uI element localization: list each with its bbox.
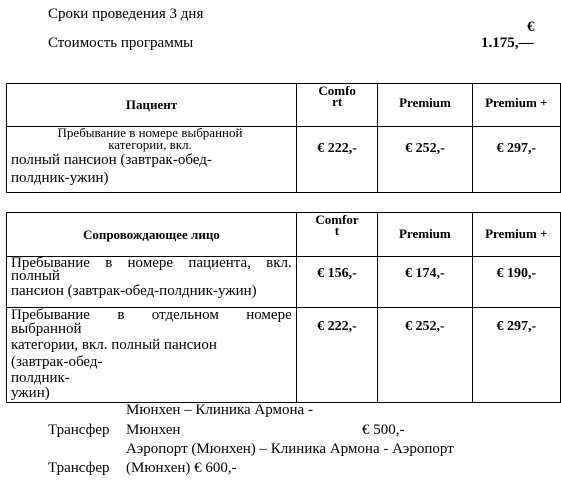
duration-text: Сроки проведения 3 дня [48,6,204,22]
companion-row2-line5: полдник- [11,370,70,386]
cost-label: Стоимость программы [48,35,194,51]
companion-row2-line1: Пребывание в отдельном номере [11,307,292,323]
companion-premium-header-cell [378,213,472,257]
companion-table-row [7,257,561,308]
transfer1-route-line2: Мюнхен [126,422,181,438]
companion-comfort-header-line2: t [334,223,340,238]
companion-table-row [7,308,561,403]
companion-row1-premium-price: € 174,- [405,266,445,281]
companion-row1-premium-cell [378,257,472,308]
patient-row-description [7,127,297,193]
patient-premium-plus-price: € 297,- [496,141,537,156]
premium-plus-header-cell [472,84,560,127]
companion-premium-plus-header: Premium + [485,226,548,241]
companion-row2-premium-plus-cell [472,308,560,403]
transfer1-label: Трансфер [48,422,110,438]
companion-row2-description [7,308,297,403]
patient-header-cell [7,84,297,127]
companion-row1-line3: пансион (завтрак-обед-полдник-ужин) [11,283,257,299]
patient-comfort-price-cell [296,127,377,193]
companion-header-cell [7,213,297,257]
transfer2-route-line2: (Мюнхен) € 600,- [126,460,237,476]
companion-row2-premium-price: € 252,- [405,319,445,334]
companion-row1-premium-plus-price: € 190,- [496,266,537,281]
companion-row2-line6: ужин) [11,385,50,401]
transfer1-route-line1: Мюнхен – Клиника Армона - [126,402,313,418]
companion-premium-header: Premium [399,226,451,241]
companion-row1-line2: полный [11,268,60,284]
patient-desc-line4: полдник-ужин) [11,170,109,186]
transfer2-route-line1: Аэропорт (Мюнхен) – Клиника Армона - Аэропорт [126,441,454,457]
patient-desc-line3: полный пансион (завтрак-обед- [11,152,212,168]
premium-header-cell [378,84,472,127]
companion-row2-premium-cell [378,308,472,403]
companion-comfort-header-line1: Comfor [315,212,359,227]
companion-premium-plus-header-cell [472,213,560,257]
companion-column-title: Сопровождающее лицо [82,227,220,242]
companion-row1-line1: Пребывание в номере пациента, вкл. [11,255,292,271]
companion-row1-description [7,257,297,308]
companion-row2-premium-plus-price: € 297,- [496,319,537,334]
patient-price-table [6,83,561,193]
cost-value: 1.175,— [481,35,534,51]
patient-comfort-price: € 222,- [317,141,357,156]
companion-price-table [6,212,561,403]
companion-row1-comfort-price: € 156,- [317,266,357,281]
transfer2-label: Трансфер [48,460,110,476]
comfort-header-cell [296,84,377,127]
companion-table-header [7,213,561,257]
comfort-header-line2: rt [332,94,343,109]
transfer1-price: € 500,- [362,422,405,438]
patient-desc-line1: Пребывание в номере выбранной [57,125,243,140]
comfort-header-line1: Comfo [318,83,356,98]
companion-row2-comfort-price: € 222,- [317,319,357,334]
companion-row2-comfort-cell [296,308,377,403]
patient-desc-line2: категории, вкл. [108,137,192,152]
patient-premium-plus-price-cell [472,127,560,193]
premium-plus-header: Premium + [485,95,548,110]
companion-comfort-header-cell [296,213,377,257]
companion-row1-comfort-cell [296,257,377,308]
patient-table-header [7,84,561,127]
companion-row2-line4: (завтрак-обед- [11,354,103,370]
premium-header: Premium [399,95,451,110]
patient-table-row [7,127,561,193]
companion-row2-line2: выбранной [11,321,82,337]
patient-premium-price-cell [378,127,472,193]
companion-row2-line3: категории, вкл. полный пансион [11,337,217,353]
patient-premium-price: € 252,- [405,141,445,156]
patient-column-title: Пациент [125,97,178,112]
cost-euro-sign: € [527,19,535,35]
companion-row1-premium-plus-cell [472,257,560,308]
